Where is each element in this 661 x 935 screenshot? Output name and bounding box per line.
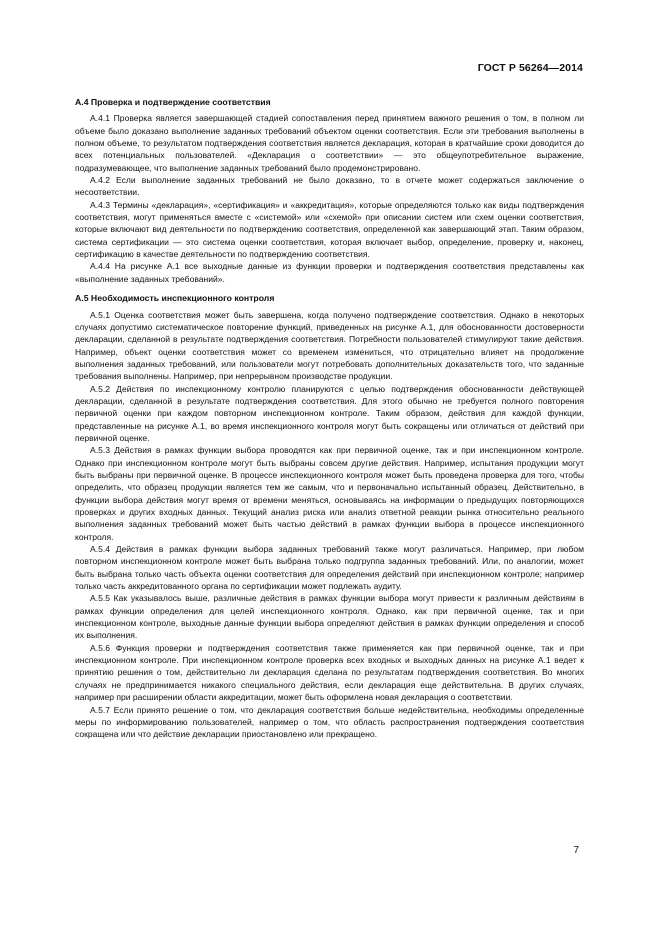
- paragraph-a4-2: А.4.2 Если выполнение заданных требований не было доказано, то в отчете может содержаться заключение о несоответствии.: [75, 175, 584, 198]
- section-title-a4: А.4 Проверка и подтверждение соответствия: [75, 97, 271, 107]
- paragraph-a5-4: А.5.4 Действия в рамках функции выбора заданных требований также могут различаться. Например, при любом повторном инспекционном контроле может быть выбрана только подгруппа заданных требований. Или, по аналогии, может быть выбрана только часть объекта оценки соответствия для определения действий при инспекционном контроле; например только часть аккредитованного органа по сертификации может подлежать аудиту.: [75, 544, 584, 592]
- paragraph-a5-3: А.5.3 Действия в рамках функции выбора проводятся как при первичной оценке, так и при инспекционном контроле. Однако при инспекционном контроле могут быть выбраны совсем другие действия. Например, испытания продукции могут быть выбраны при первичной оценке. В процессе инспекционного контроля может быть проведена проверка для того, чтобы определить, что образец продукции является тем же самым, что и первоначально испытанный образец. Действительно, в функции выбора действия могут время от времени меняться, основываясь на информации о предыдущих повторяющихся проверках и других входных данных. Текущий анализ риска или анализ ответной реакции рынка относительно реального выполнения заданных требований может быть частью действий в рамках функции выбора в процессе инспекционного контроля.: [75, 445, 584, 542]
- paragraph-a4-3: А.4.3 Термины «декларация», «сертификация» и «аккредитация», которые определяются только как виды подтверждения соответствия, могут применяться вместе с «системой» или «схемой» при описании систем или схем оценки соответствия, которые включают вид деятельности по подтверждению соответствия, определенной как завершающий этап. Таким образом, система сертификации — это система оценки соответствия, которая включает выбор, определение, проверку и, наконец, сертификацию в качестве деятельности по подтверждению соответствия.: [75, 199, 584, 260]
- paragraph-a5-2: А.5.2 Действия по инспекционному контролю планируются с целью подтверждения обоснованности действующей декларации, сделанной в результате подтверждения соответствия. Для этого обычно не требуется полного повторения первичной оценки при каждом повторном инспекционном контроле. Таким образом, действия для каждой функции, представленные на рисунке А.1, во время инспекционного контроля могут быть сокращены или отличаться от действий при первичной оценке.: [75, 383, 584, 443]
- paragraph-a5-1: А.5.1 Оценка соответствия может быть завершена, когда получено подтверждение соответствия. Однако в некоторых случаях допустимо систематическое повторение функций, приведенных на рисунке А.1, для обоснованности достоверности декларации, сделанной в результате подтверждения соответствия. Потребности пользователей стимулируют такие действия. Например, объект оценки соответствия может со временем измениться, что отрицательно влияет на продолжение выполнения заданных требований, или пользователи могут потребовать дополнительных доказательств того, что заданные требования выполнены. Например, при непрерывном производстве продукции.: [75, 309, 584, 382]
- paragraph-a4-1: А.4.1 Проверка является завершающей стадией сопоставления перед принятием важного решения о том, в полном ли объеме было доказано выполнение заданных требований объектом оценки соответствия. Если эти требования выполнены в полном объеме, то результатом подтверждения соответствия является декларация, которая в кратчайшие сроки доводится до всех потенциальных пользователей. «Декларация о соответствии» — это общеупотребительное выражение, подразумевающее, что выполнение заданных требований было продемонстрировано.: [75, 113, 584, 173]
- paragraph-a5-6: А.5.6 Функция проверки и подтверждения соответствия также применяется как при первичной оценке, так и при инспекционном контроле. При инспекционном контроле проверка всех входных и выходных данных на рисунке А.1 ведет к принятию решения о том, действительно ли декларация сделана по результатам подтверждения соответствия. Во многих случаях не предпринимается никакого специального действия, если декларация еще действительна. В других случаях, например при расширении области аккредитации, может быть оформлена новая декларация о соответствии.: [75, 642, 584, 703]
- paragraph-a5-5: А.5.5 Как указывалось выше, различные действия в рамках функции выбора могут привести к различным действиям в рамках функции определения для целей инспекционного контроля. Однако, как при первичной оценке, так и при инспекционном контроле, выходные данные функции выбора определяют действия в рамках функции определения и способ их выполнения.: [75, 593, 584, 641]
- section-title-a5: А.5 Необходимость инспекционного контроля: [75, 293, 275, 304]
- page-number: 7: [573, 845, 579, 856]
- document-code-header: ГОСТ Р 56264—2014: [477, 62, 583, 74]
- paragraph-a5-7: А.5.7 Если принято решение о том, что декларация соответствия больше недействительна, необходимы определенные меры по информированию пользователей, например о том, что область распространения подтверждения соответствия сокращена или что действие декларации приостановлено или прекращено.: [75, 704, 584, 740]
- paragraph-a4-4: А.4.4 На рисунке А.1 все выходные данные из функции проверки и подтверждения соответствия представлены как «выполнение заданных требований».: [75, 261, 584, 284]
- document-body: [75, 96, 584, 741]
